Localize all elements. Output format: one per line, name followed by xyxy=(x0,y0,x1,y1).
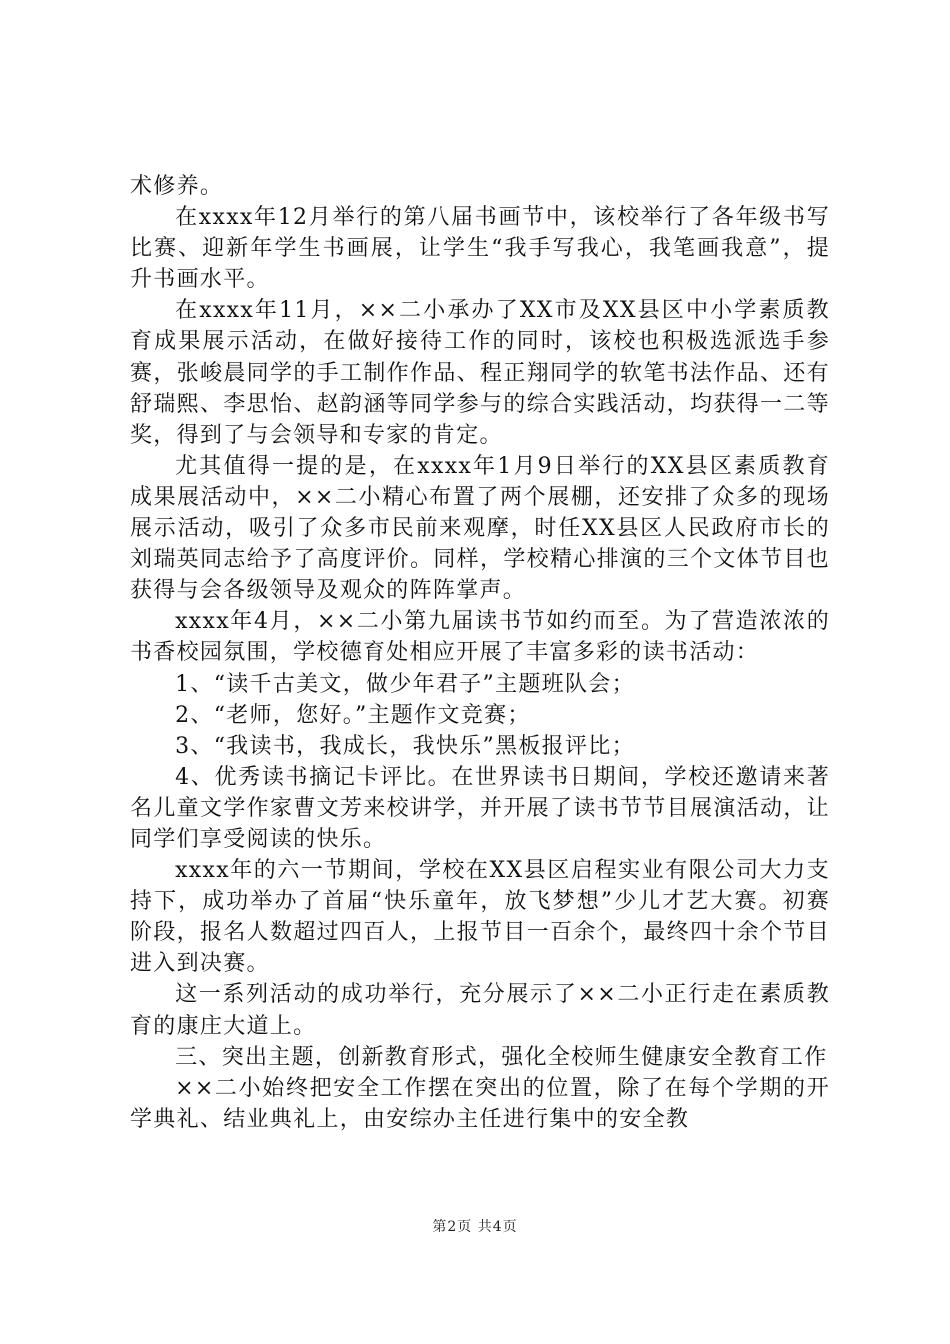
paragraph-summary: 这一系列活动的成功举行，充分展示了××二小正行走在素质教育的康庄大道上。 xyxy=(130,982,830,1039)
paragraph-county-exhibition: 尤其值得一提的是，在xxxx年1月9日举行的XX县区素质教育成果展活动中，××二小精心布置了两个展棚，还安排了众多的现场展示活动，吸引了众多市民前来观摩，时任XX县区人民政府市长的刘瑞英同志给予了高度评价。同样，学校精心排演的三个文体节目也获得与会各级领导及观众的阵阵掌声。 xyxy=(130,453,830,604)
section-heading-safety: 三、突出主题，创新教育形式，强化全校师生健康安全教育工作 xyxy=(175,1044,828,1070)
list-item-essay-contest: 2、“老师，您好。”主题作文竞赛； xyxy=(175,702,531,728)
list-item-blackboard-contest: 3、“我读书，我成长，我快乐”黑板报评比； xyxy=(175,733,635,759)
paragraph-continuation: 术修养。 xyxy=(130,174,224,199)
page-footer: 第2页 共4页 xyxy=(432,1219,518,1235)
paragraph-calligraphy-festival: 在xxxx年12月举行的第八届书画节中，该校举行了各年级书写比赛、迎新年学生书画展，让学生“我手写我心，我笔画我意”，提升书画水平。 xyxy=(130,205,830,293)
list-item-class-meeting: 1、“读千古美文，做少年君子”主题班队会； xyxy=(175,671,635,697)
paragraph-childrens-day: xxxx年的六一节期间，学校在XX县区启程实业有限公司大力支持下，成功举办了首届“快乐童年，放飞梦想”少儿才艺大赛。初赛阶段，报名人数超过四百人，上报节目一百余个，最终四十余个节目进入到决赛。 xyxy=(130,858,830,977)
document-body xyxy=(130,171,830,1135)
paragraph-safety-work: ××二小始终把安全工作摆在突出的位置，除了在每个学期的开学典礼、结业典礼上，由安综办主任进行集中的安全教 xyxy=(130,1075,830,1132)
paragraph-reading-festival: xxxx年4月，××二小第九届读书节如约而至。为了营造浓浓的书香校园氛围，学校德育处相应开展了丰富多彩的读书活动： xyxy=(130,609,830,666)
paragraph-quality-education-showcase: 在xxxx年11月，××二小承办了XX市及XX县区中小学素质教育成果展示活动，在做好接待工作的同时，该校也积极选派选手参赛，张峻晨同学的手工制作作品、程正翔同学的软笔书法作品、还有舒瑞熙、李思怡、赵韵涵等同学参与的综合实践活动，均获得一二等奖，得到了与会领导和专家的肯定。 xyxy=(130,298,830,448)
list-item-reading-notes: 4、优秀读书摘记卡评比。在世界读书日期间，学校还邀请来著名儿童文学作家曹文芳来校讲学，并开展了读书节节目展演活动，让同学们享受阅读的快乐。 xyxy=(130,764,830,852)
